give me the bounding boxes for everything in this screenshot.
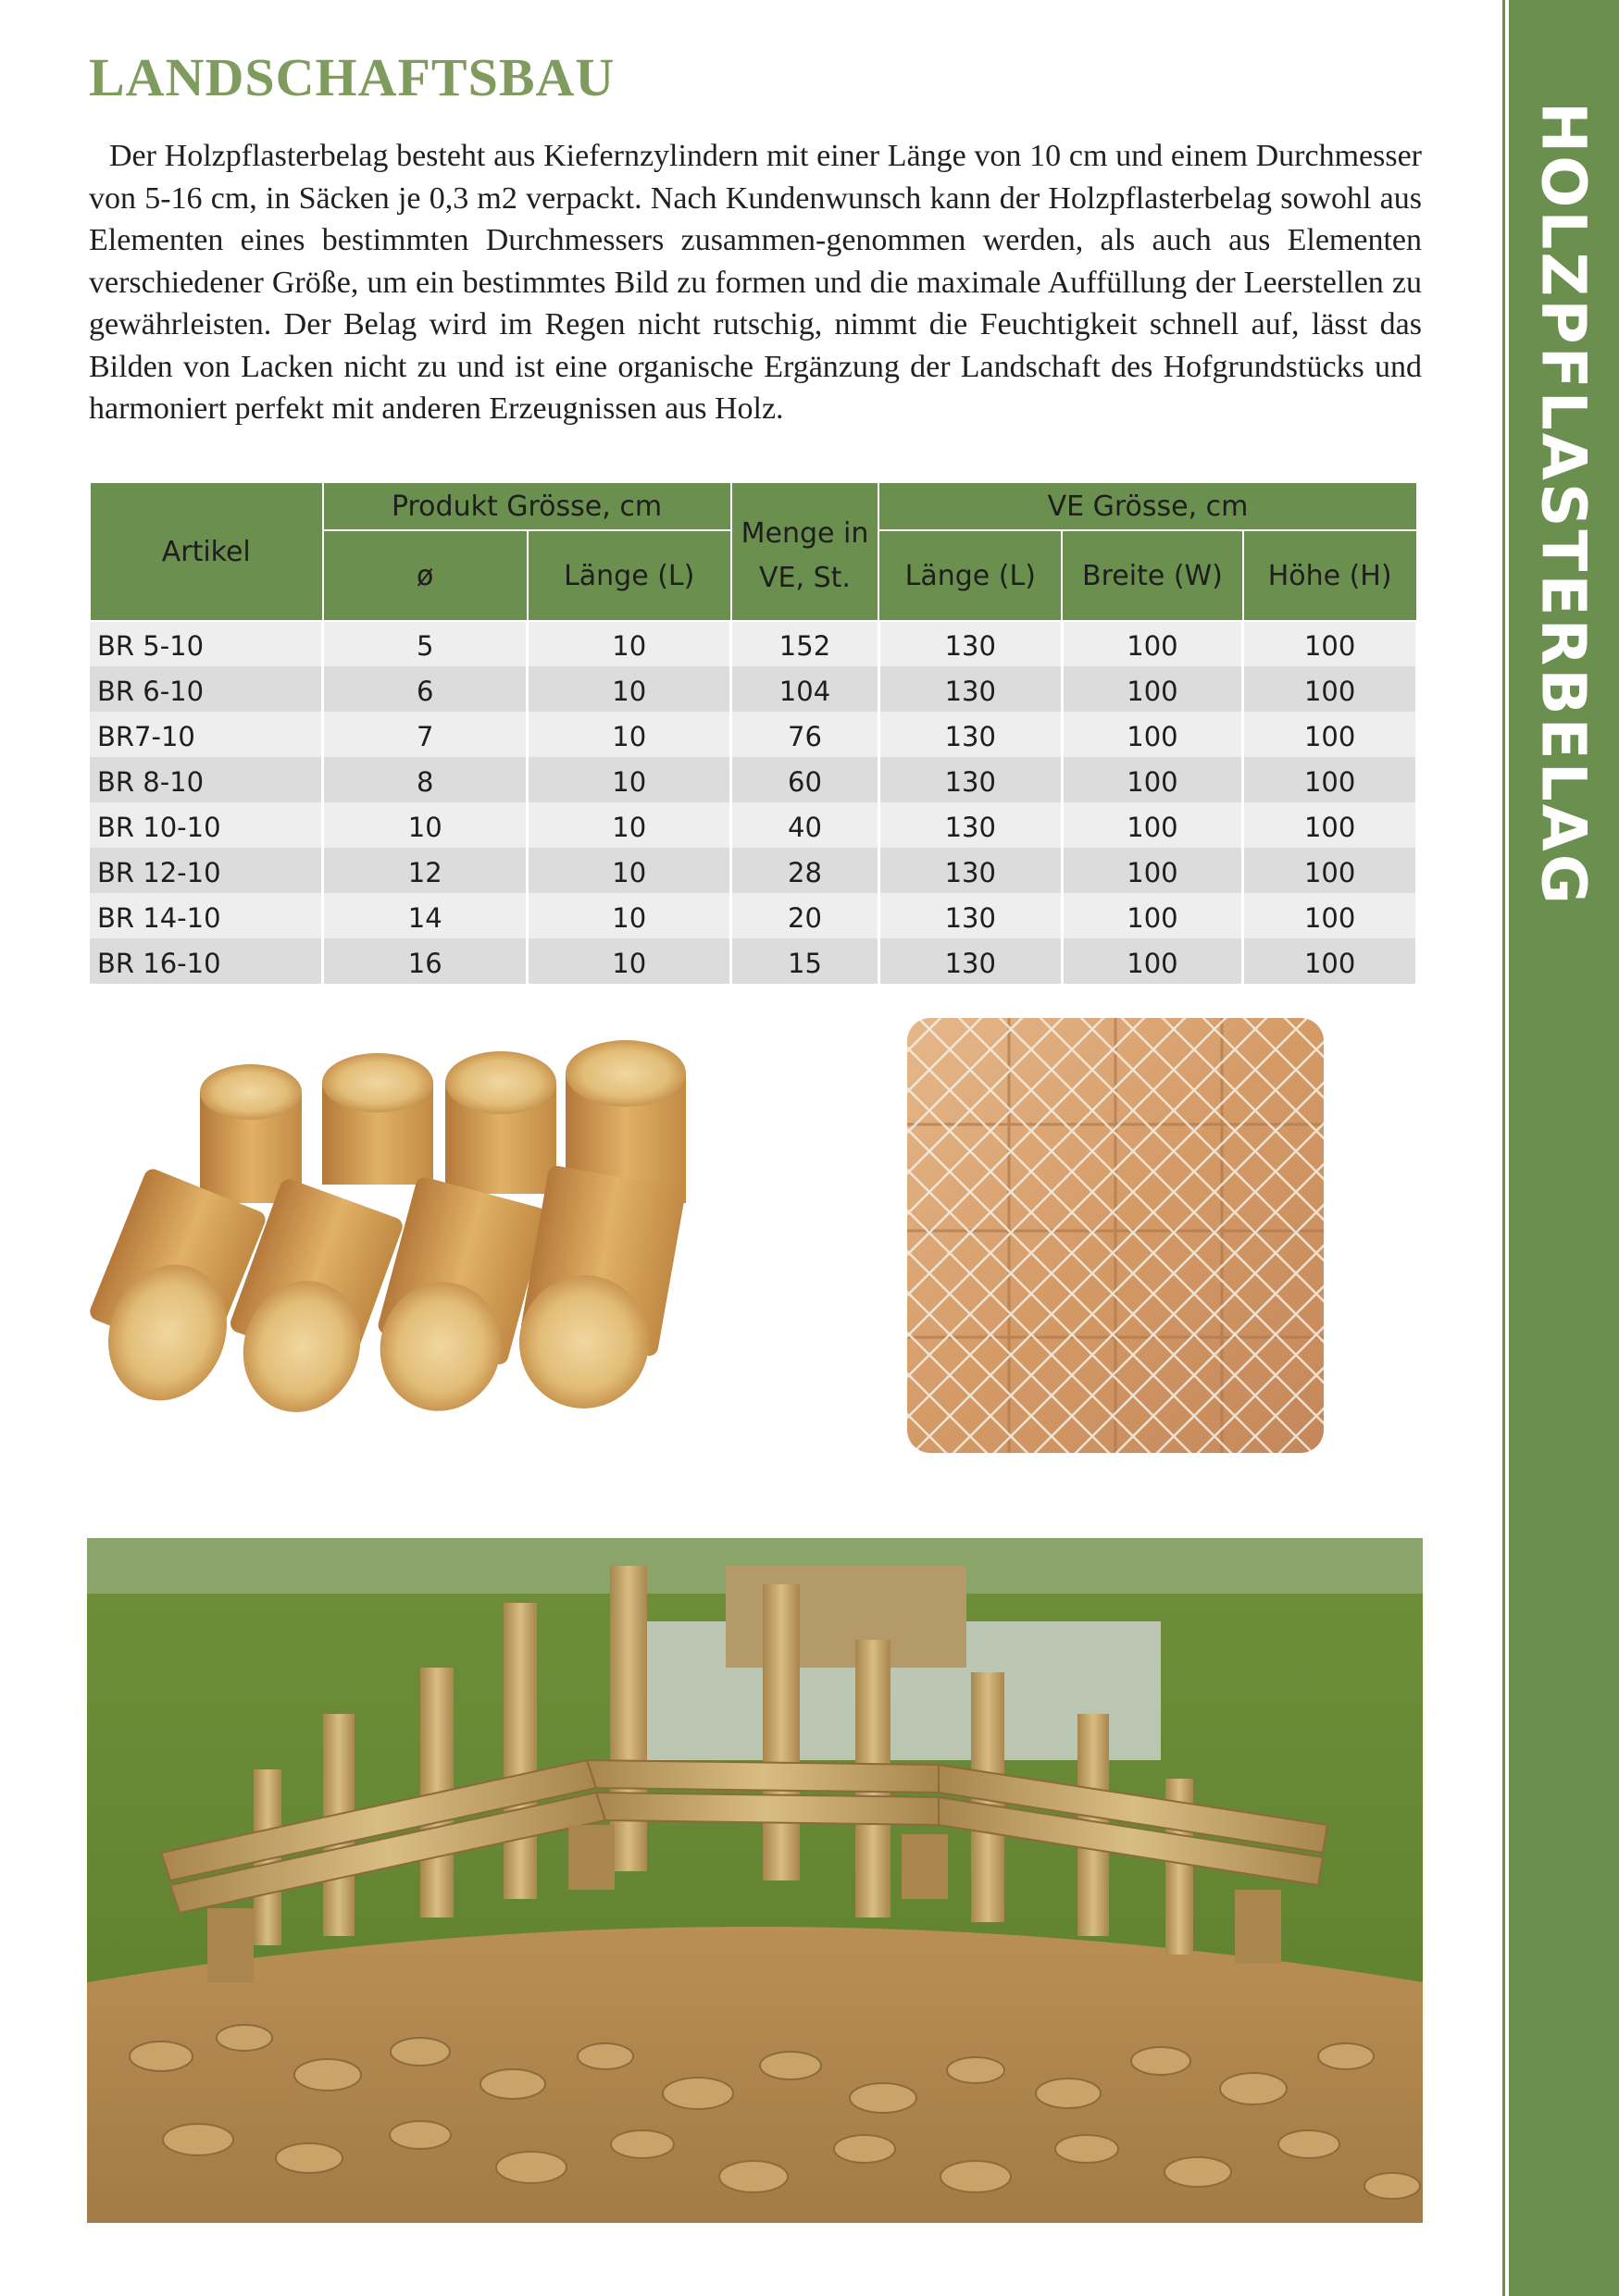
side-band-divider xyxy=(1502,0,1505,2296)
cell-artikel: BR 6-10 xyxy=(90,666,323,712)
side-title: HOLZPFLASTERBELAG xyxy=(1527,102,1600,908)
cell-menge: 104 xyxy=(731,666,879,712)
cell-menge: 152 xyxy=(731,621,879,666)
cell-ve-breite: 100 xyxy=(1062,893,1243,938)
product-table-wrapper xyxy=(89,481,1418,984)
header-menge-text: Menge in VE, St. xyxy=(741,517,869,594)
cell-artikel: BR 8-10 xyxy=(90,757,323,802)
cell-ve-hoehe: 100 xyxy=(1243,666,1417,712)
table-row xyxy=(90,621,1417,666)
header-produkt-laenge: Länge (L) xyxy=(528,530,731,621)
cell-ve-breite: 100 xyxy=(1062,666,1243,712)
table-row xyxy=(90,666,1417,712)
bench-paving-photo xyxy=(87,1538,1423,2223)
cell-produkt-laenge: 10 xyxy=(528,666,731,712)
product-table xyxy=(89,481,1418,984)
cell-menge: 28 xyxy=(731,848,879,893)
cell-diameter: 5 xyxy=(323,621,528,666)
cell-ve-breite: 100 xyxy=(1062,848,1243,893)
cell-menge: 40 xyxy=(731,802,879,848)
cell-artikel: BR 10-10 xyxy=(90,802,323,848)
cell-ve-laenge: 130 xyxy=(878,802,1062,848)
netted-bundle-photo xyxy=(889,1009,1342,1471)
cell-diameter: 8 xyxy=(323,757,528,802)
header-ve-laenge: Länge (L) xyxy=(878,530,1062,621)
cell-ve-laenge: 130 xyxy=(878,621,1062,666)
cell-diameter: 12 xyxy=(323,848,528,893)
header-menge xyxy=(731,482,879,621)
cell-ve-laenge: 130 xyxy=(878,938,1062,984)
cell-ve-laenge: 130 xyxy=(878,757,1062,802)
cell-produkt-laenge: 10 xyxy=(528,802,731,848)
cell-ve-laenge: 130 xyxy=(878,848,1062,893)
cell-produkt-laenge: 10 xyxy=(528,938,731,984)
cell-artikel: BR 5-10 xyxy=(90,621,323,666)
cell-ve-hoehe: 100 xyxy=(1243,802,1417,848)
cell-ve-hoehe: 100 xyxy=(1243,757,1417,802)
table-row xyxy=(90,893,1417,938)
cell-ve-hoehe: 100 xyxy=(1243,621,1417,666)
table-row xyxy=(90,712,1417,757)
cell-ve-laenge: 130 xyxy=(878,712,1062,757)
cell-diameter: 16 xyxy=(323,938,528,984)
cell-diameter: 6 xyxy=(323,666,528,712)
table-row xyxy=(90,802,1417,848)
cell-produkt-laenge: 10 xyxy=(528,712,731,757)
cell-ve-breite: 100 xyxy=(1062,712,1243,757)
wood-logs-photo xyxy=(89,1009,737,1481)
cell-menge: 15 xyxy=(731,938,879,984)
cell-artikel: BR 16-10 xyxy=(90,938,323,984)
cell-menge: 60 xyxy=(731,757,879,802)
cell-diameter: 7 xyxy=(323,712,528,757)
header-ve-hoehe: Höhe (H) xyxy=(1243,530,1417,621)
header-artikel: Artikel xyxy=(90,482,323,621)
cell-ve-hoehe: 100 xyxy=(1243,938,1417,984)
cell-artikel: BR7-10 xyxy=(90,712,323,757)
cell-ve-laenge: 130 xyxy=(878,893,1062,938)
cell-ve-hoehe: 100 xyxy=(1243,712,1417,757)
header-produkt-group: Produkt Grösse, cm xyxy=(323,482,731,530)
cell-ve-hoehe: 100 xyxy=(1243,893,1417,938)
cell-menge: 76 xyxy=(731,712,879,757)
header-ve-breite: Breite (W) xyxy=(1062,530,1243,621)
cell-ve-hoehe: 100 xyxy=(1243,848,1417,893)
cell-artikel: BR 12-10 xyxy=(90,848,323,893)
table-row xyxy=(90,938,1417,984)
cell-menge: 20 xyxy=(731,893,879,938)
header-diameter: ø xyxy=(323,530,528,621)
cell-artikel: BR 14-10 xyxy=(90,893,323,938)
cell-produkt-laenge: 10 xyxy=(528,757,731,802)
cell-diameter: 10 xyxy=(323,802,528,848)
cell-ve-breite: 100 xyxy=(1062,802,1243,848)
cell-produkt-laenge: 10 xyxy=(528,621,731,666)
cell-produkt-laenge: 10 xyxy=(528,893,731,938)
cell-ve-laenge: 130 xyxy=(878,666,1062,712)
cell-produkt-laenge: 10 xyxy=(528,848,731,893)
table-body xyxy=(90,621,1417,984)
cell-ve-breite: 100 xyxy=(1062,621,1243,666)
table-row xyxy=(90,757,1417,802)
table-row xyxy=(90,848,1417,893)
cell-ve-breite: 100 xyxy=(1062,757,1243,802)
page-heading: LANDSCHAFTSBAU xyxy=(89,47,616,107)
intro-paragraph: Der Holzpflasterbelag besteht aus Kiefernzylindern mit einer Länge von 10 cm und einem Durchmesser von 5-16 cm, in Säcken je 0,3 m2 verpackt. Nach Kundenwunsch kann der Holzpflasterbelag sowohl aus Elementen eines bestimmten Durchmessers zusammen-genommen werden, als auch aus Elementen verschiedener Größe, um ein bestimmtes Bild zu formen und die maximale Auffüllung der Leerstellen zu gewährleisten. Der Belag wird im Regen nicht rutschig, nimmt die Feuchtigkeit schnell auf, lässt das Bilden von Lacken nicht zu und ist eine organische Ergänzung der Landschaft des Hofgrundstücks und harmoniert perfekt mit anderen Erzeugnissen aus Holz. xyxy=(89,139,1422,426)
cell-diameter: 14 xyxy=(323,893,528,938)
header-ve-group: VE Grösse, cm xyxy=(878,482,1416,530)
cell-ve-breite: 100 xyxy=(1062,938,1243,984)
